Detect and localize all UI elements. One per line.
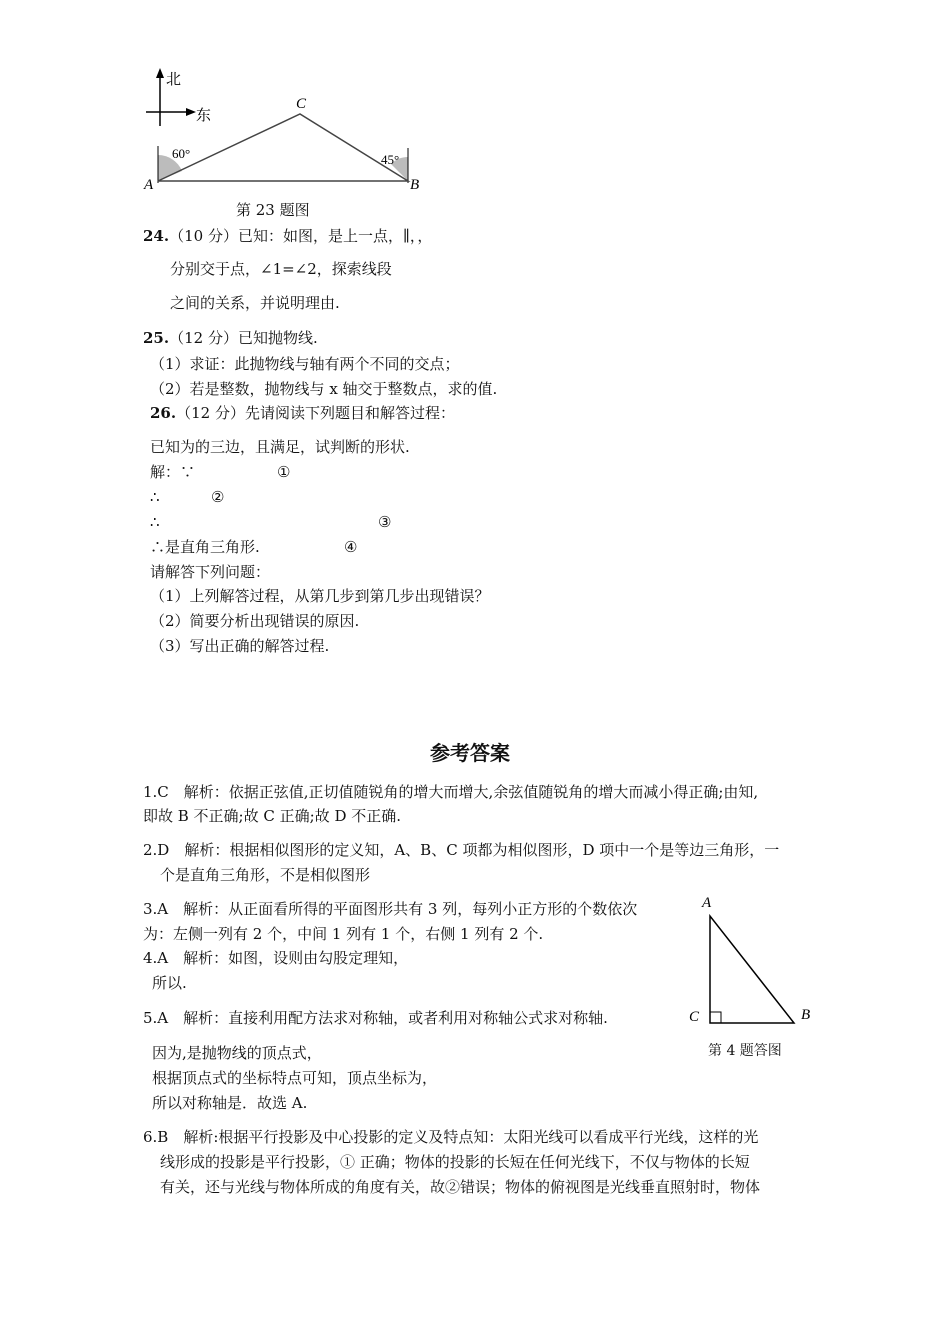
solution-step-2: ∴ <box>150 488 160 506</box>
step-4-marker: ④ <box>344 538 358 556</box>
question-26-problem: 已知为的三边，且满足，试判断的形状. <box>150 438 410 456</box>
figure-23-caption: 第 23 题图 <box>236 201 310 219</box>
east-arrow-icon <box>186 108 196 116</box>
angle-a-label: 60° <box>172 146 191 161</box>
answer-5-line: 因为,是抛物线的顶点式， <box>152 1044 322 1062</box>
step-3-marker: ③ <box>378 513 392 531</box>
solution-step-3: ∴ <box>150 513 160 531</box>
question-25-part-2: （2）若是整数，抛物线与 x 轴交于整数点，求的值. <box>150 380 498 398</box>
answers-title: 参考答案 <box>430 741 510 765</box>
question-25-part-1: （1）求证：此抛物线与轴有两个不同的交点； <box>150 355 460 373</box>
solution-step-1: 解：∵ <box>150 463 196 481</box>
vertex-a-label: A <box>144 177 154 193</box>
question-26-sub-1: （1）上列解答过程，从第几步到第几步出现错误？ <box>150 587 490 605</box>
east-label: 东 <box>196 108 212 124</box>
right-angle-marker <box>710 1012 721 1023</box>
answer-5-line: 所以对称轴是．故选 A. <box>152 1094 308 1112</box>
question-24-number: 24. <box>143 227 170 245</box>
triangle-abc <box>158 114 408 181</box>
question-24 <box>143 226 432 246</box>
answer-1-line: 即故 B 不正确;故 C 正确;故 D 不正确. <box>143 807 402 825</box>
answer-5-line: 5.A 解析：直接利用配方法求对称轴，或者利用对称轴公式求对称轴. <box>143 1009 608 1027</box>
question-26-number: 26. <box>150 404 177 422</box>
figure-23 <box>140 68 430 200</box>
north-arrow-icon <box>156 68 164 78</box>
answer-2-line: 个是直角三角形，不是相似图形 <box>160 866 371 884</box>
answer-2-line: 2.D 解析：根据相似图形的定义知，A、B、C 项都为相似图形，D 项中一个是等边三角形，一 <box>143 841 780 859</box>
question-24-line: 之间的关系，并说明理由. <box>170 294 340 312</box>
answer-3-line: 为：左侧一列有 2 个，中间 1 列有 1 个，右侧 1 列有 2 个. <box>143 925 544 943</box>
step-1-marker: ① <box>277 463 291 481</box>
figure-4-caption: 第 4 题答图 <box>708 1043 782 1059</box>
answer-6-line: 线形成的投影是平行投影，① 正确；物体的投影的长短在任何光线下，不仅与物体的长短 <box>160 1153 750 1171</box>
answer-5-line: 根据顶点式的坐标特点可知，顶点坐标为， <box>152 1069 438 1087</box>
vertex-c-label: C <box>296 96 307 112</box>
right-triangle-abc <box>710 916 794 1023</box>
question-24-line: 分别交于点，∠1=∠2，探索线段 <box>170 260 392 278</box>
question-26-prompt: 请解答下列问题： <box>150 563 271 581</box>
answer-4-line: 4.A 解析：如图，设则由勾股定理知， <box>143 949 409 967</box>
answer-6-line: 有关，还与光线与物体所成的角度有关，故②错误；物体的俯视图是光线垂直照射时，物体 <box>160 1178 761 1196</box>
north-label: 北 <box>166 72 182 88</box>
question-26-intro: （12 分）先请阅读下列题目和解答过程： <box>176 404 455 422</box>
answer-1-line: 1.C 解析：依据正弦值,正切值随锐角的增大而增大,余弦值随锐角的增大而减小得正确;由知, <box>143 783 759 801</box>
question-25 <box>143 328 318 348</box>
step-2-marker: ② <box>211 488 225 506</box>
answer-6-line: 6.B 解析:根据平行投影及中心投影的定义及特点知：太阳光线可以看成平行光线，这样的光 <box>143 1128 759 1146</box>
fig4-vertex-c: C <box>689 1009 700 1025</box>
question-24-line: （10 分）已知：如图，是上一点，∥，， <box>169 227 433 245</box>
question-26 <box>150 403 455 423</box>
vertex-b-label: B <box>410 177 420 193</box>
solution-step-4: ∴是直角三角形. <box>150 538 260 556</box>
answer-4-line: 所以. <box>152 974 187 992</box>
question-25-line: （12 分）已知抛物线. <box>169 329 318 347</box>
question-25-number: 25. <box>143 329 170 347</box>
question-26-sub-2: （2）简要分析出现错误的原因. <box>150 612 360 630</box>
fig4-vertex-a: A <box>702 895 712 911</box>
angle-b-label: 45° <box>381 152 400 167</box>
question-26-sub-3: （3）写出正确的解答过程. <box>150 637 330 655</box>
answer-3-line: 3.A 解析：从正面看所得的平面图形共有 3 列，每列小正方形的个数依次 <box>143 900 638 918</box>
fig4-vertex-b: B <box>801 1007 811 1023</box>
figure-4 <box>684 888 820 1028</box>
